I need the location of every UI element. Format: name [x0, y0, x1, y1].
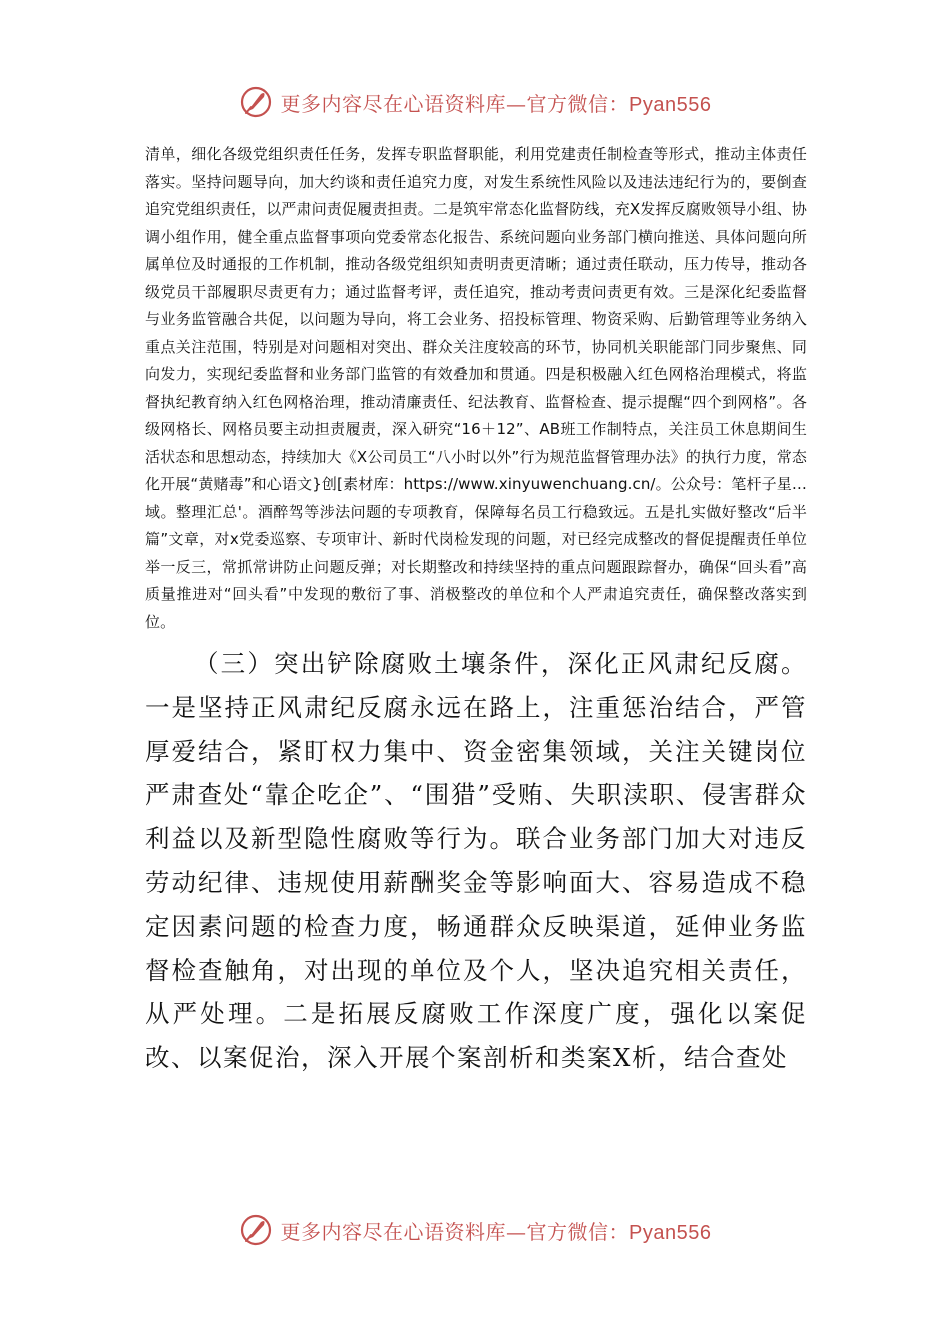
banner-label: 更多内容尽在心语资料库—官方微信： [280, 91, 630, 116]
body-paragraph-1: 清单，细化各级党组织责任任务，发挥专职监督职能，利用党建责任制检查等形式，推动主体责任落实。坚持问题导向，加大约谈和责任追究力度，对发生系统性风险以及违法违纪行为的，要倒查追究党组织责任，以严肃问责促履责担责。二是筑牢常态化监督防线，充X发挥反腐败领导小组、协调小组作用，健全重点监督事项向党委常态化报告、系统问题向业务部门横向推送、具体问题向所属单位及时通报的工作机制，推动各级党组织知责明责更清晰；通过责任联动，压力传导，推动各级党员干部履职尽责更有力；通过监督考评，责任追究，推动考责问责更有效。三是深化纪委监督与业务监管融合共促，以问题为导向，将工会业务、招投标管理、物资采购、后勤管理等业务纳入重点关注范围，特别是对问题相对突出、群众关注度较高的环节，协同机关职能部门同步聚焦、同向发力，实现纪委监督和业务部门监管的有效叠加和贯通。四是积极融入红色网格治理模式，将监督执纪教育纳入红色网格治理，推动清廉责任、纪法教育、监督检查、提示提醒“四个到网格”。各级网格长、网格员要主动担责履责，深入研究“16＋12”、AB班工作制特点，关注员工休息期间生活状态和思想动态，持续加大《X公司员工“八小时以外”行为规范监督管理办法》的执行力度，常态化开展“黄赌毒”和心语文}创[素材库：https://www.xinyuwenchuang.cn/。公众号：笔杆子星…域。整理汇总'。酒醉驾等涉法问题的专项教育，保障每名员工行稳致远。五是扎实做好整改“后半篇”文章，对x党委巡察、专项审计、新时代岗检发现的问题，对已经完成整改的督促提醒责任单位举一反三，常抓常讲防止问题反弹；对长期整改和持续坚持的重点问题跟踪督办，确保“回头看”高质量推进对“回头看”中发现的敷衍了事、消极整改的单位和个人严肃追究责任，确保整改落实到位。 [145, 145, 807, 631]
quill-logo-icon [239, 1213, 273, 1247]
header-banner [0, 82, 950, 122]
banner-text [281, 88, 712, 117]
banner-text [281, 1216, 712, 1245]
banner-label: 更多内容尽在心语资料库—官方微信： [280, 1219, 630, 1244]
footer-banner [0, 1210, 950, 1250]
quill-logo-icon [239, 85, 273, 119]
banner-handle: Pyan556 [629, 1221, 712, 1244]
document-body [145, 141, 807, 1080]
body-paragraph-2: （三）突出铲除腐败土壤条件，深化正风肃纪反腐。一是坚持正风肃纪反腐永远在路上，注重惩治结合，严管厚爱结合，紧盯权力集中、资金密集领域，关注关键岗位严肃查处“靠企吃企”、“围猎”受贿、失职渎职、侵害群众利益以及新型隐性腐败等行为。联合业务部门加大对违反劳动纪律、违规使用薪酬奖金等影响面大、容易造成不稳定因素问题的检查力度，畅通群众反映渠道，延伸业务监督检查触角，对出现的单位及个人，坚决追究相关责任，从严处理。二是拓展反腐败工作深度广度，强化以案促改、以案促治，深入开展个案剖析和类案X析，结合查处 [145, 649, 807, 1073]
banner-handle: Pyan556 [629, 93, 712, 116]
